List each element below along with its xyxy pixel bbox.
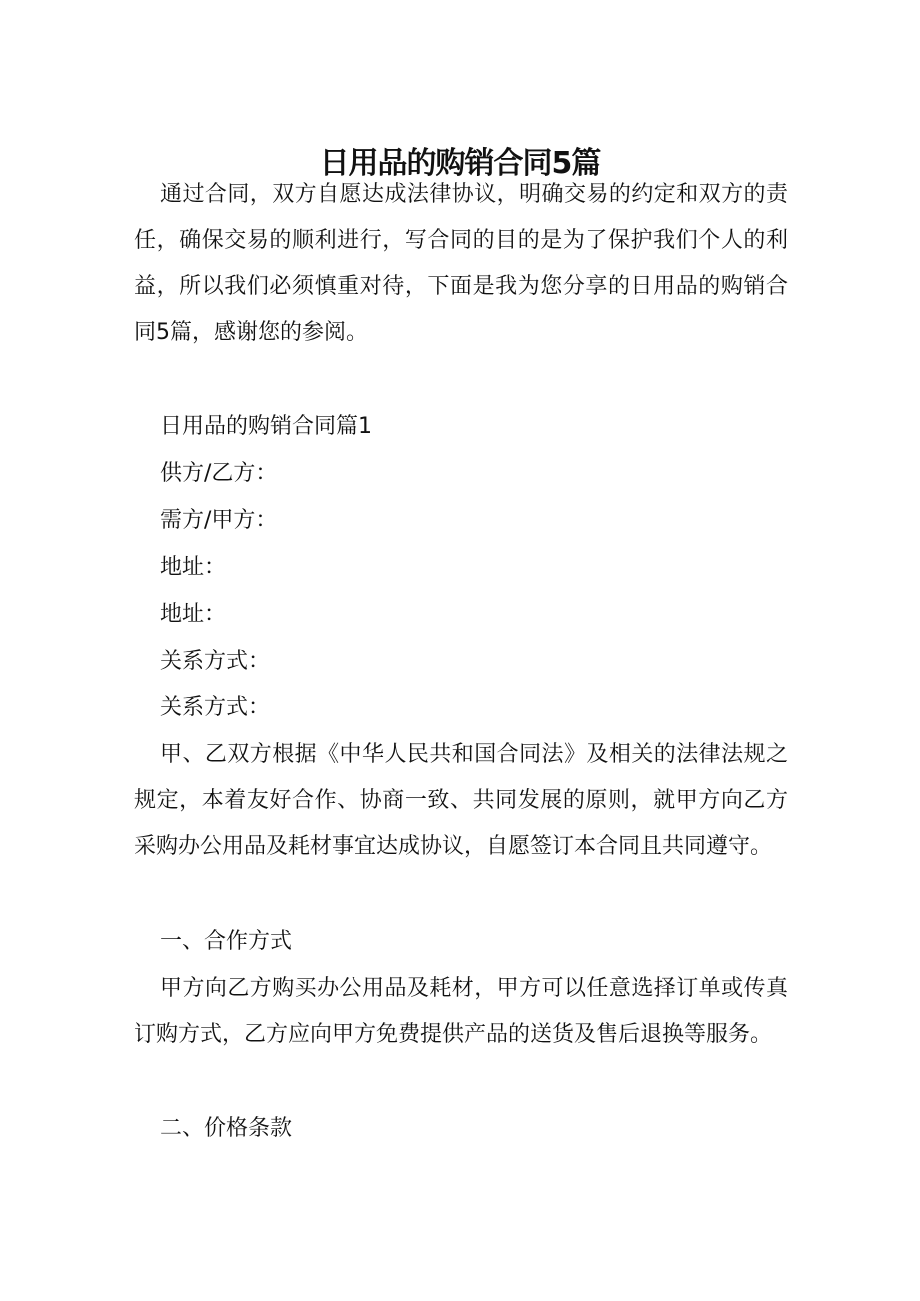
supplier-field-label: 供方/乙方： (160, 461, 278, 486)
intro-paragraph: 通过合同，双方自愿达成法律协议，明确交易的约定和双方的责任，确保交易的顺利进行，写合同的目的是为了保护我们个人的利益，所以我们必须慎重对待，下面是我为您分享的日用品的购销合同5篇，感谢您的参阅。 (134, 182, 788, 345)
preamble-paragraph: 甲、乙双方根据《中华人民共和国合同法》及相关的法律法规之规定，本着友好合作、协商一致、共同发展的原则，就甲方向乙方采购办公用品及耗材事宜达成协议，自愿签订本合同且共同遵守。 (134, 742, 788, 859)
buyer-field-label: 需方/甲方： (160, 508, 278, 533)
clause-1-heading: 一、合作方式 (160, 929, 293, 954)
address-field-label-2: 地址： (160, 602, 227, 627)
section-title: 日用品的购销合同篇1 (160, 414, 372, 439)
contact-field-label-1: 关系方式： (160, 649, 271, 674)
clause-2-heading: 二、价格条款 (160, 1116, 293, 1141)
address-field-label-1: 地址： (160, 555, 227, 580)
clause-1-text: 甲方向乙方购买办公用品及耗材，甲方可以任意选择订单或传真订购方式，乙方应向甲方免费提供产品的送货及售后退换等服务。 (134, 976, 788, 1047)
contact-field-label-2: 关系方式： (160, 695, 271, 720)
document-title: 日用品的购销合同5篇 (319, 146, 601, 182)
